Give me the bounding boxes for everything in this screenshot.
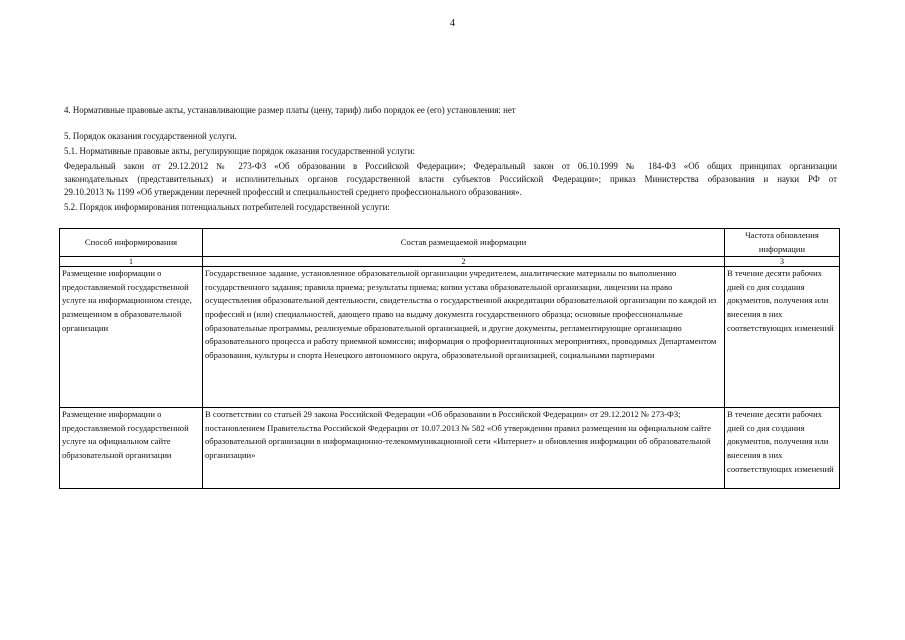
section-5-2-title: 5.2. Порядок информирования потенциальных потребителей государственной услуги: [64,202,390,212]
section-5-1-title: 5.1. Нормативные правовые акты, регулирующие порядок оказания государственной услуги: [64,146,415,156]
information-table [59,228,840,489]
row-method: Размещение информации о предоставляемой государственной услуге на официальном сайте образовательной организации [60,408,203,489]
page-number: 4 [449,18,456,29]
section-4-text: 4. Нормативные правовые акты, устанавливающие размер платы (цену, тариф) либо порядок ее (его) установления: нет [64,105,516,115]
table-header-row [60,229,840,257]
table-row [60,267,840,408]
row-frequency: В течение десяти рабочих дней со дня создания документов, получения или внесения в них соответствующих изменений [725,408,840,489]
header-method: Способ информирования [60,229,203,257]
row-content: Государственное задание, установленное образовательной организации учредителем, аналитические материалы по выполнению государственного задания; правила приема; результаты приема; копии устава образовательной организации, лицензии на право осуществления образовательной деятельности, свидетельства о государственной аккредитации образовательной организации по каждой из профессий и (или) специальностей, дающего право на выдачу документа государственного образца; основные профессиональные образовательные программы, реализуемые образовательной организацией, и другие документы, регламентирующие организацию образовательного процесса и работу приемной комиссии; информация о профориентационных мероприятиях, проводимых Департаментом образования, культуры и спорта Ненецкого автономного округа, образовательной организацией, социальными партнерами [203,267,725,408]
column-number: 1 [60,257,203,267]
section-5-1-body-line: законодательных (представительных) и исполнительных органов государственной власти субъектов Российской Федерации»; приказ Министерства образования и науки РФ от [64,174,837,184]
row-method: Размещение информации о предоставляемой государственной услуге на информационном стенде, размещенном в образовательной организации [60,267,203,408]
header-frequency: Частота обновления информации [725,229,840,257]
table-row [60,408,840,489]
column-number: 3 [725,257,840,267]
section-5-1-body-line: 29.10.2013 № 1199 «Об утверждении перечней профессий и специальностей среднего профессионального образования». [64,187,522,197]
section-5-1-body-line: Федеральный закон от 29.12.2012 № 273-ФЗ «Об образовании в Российской Федерации»; Федеральный закон от 06.10.1999 № 184-ФЗ «Об общих принципах организации [64,161,837,171]
row-content: В соответствии со статьей 29 закона Российской Федерации «Об образовании в Российской Федерации» от 29.12.2012 № 273-ФЗ; постановлением Правительства Российской Федерации от 10.07.2013 № 582 «Об утверждении правил размещения на официальном сайте образовательной организации в информационно-телекоммуникационной сети «Интернет» и обновления информации об образовательной организации» [203,408,725,489]
column-number: 2 [203,257,725,267]
table-number-row [60,257,840,267]
row-frequency: В течение десяти рабочих дней со дня создания документов, получения или внесения в них соответствующих изменений [725,267,840,408]
section-5-title: 5. Порядок оказания государственной услуги. [64,131,237,141]
header-content: Состав размещаемой информации [203,229,725,257]
